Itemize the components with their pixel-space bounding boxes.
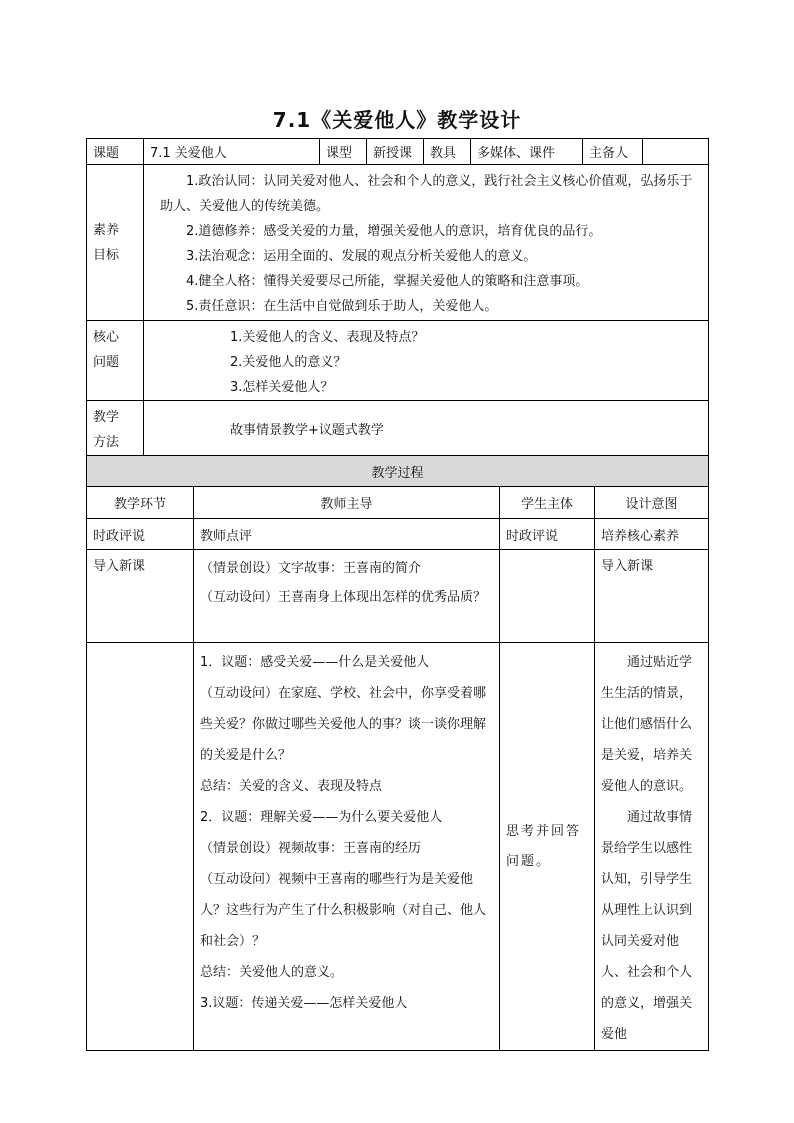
teacher-line: （互动设问）在家庭、学校、社会中，你享受着哪些关爱？你做过哪些关爱他人的事？谈一谈你理解的关爱是什么？ bbox=[200, 686, 487, 763]
teacher-cell bbox=[194, 550, 500, 643]
teacher-line: 总结：关爱他人的意义。 bbox=[200, 965, 344, 980]
intent-cell bbox=[595, 643, 709, 1051]
intent-paragraph: 通过故事情景给学生以感性认知，引导学生从理性上认识到认同关爱对他人、社会和个人的意义，增强关爱他 bbox=[601, 810, 693, 1042]
column-header: 设计意图 bbox=[595, 487, 709, 519]
type-label: 课型 bbox=[320, 139, 367, 165]
student-cell: 思考并回答问题。 bbox=[500, 643, 595, 1051]
teacher-line: （情景创设）文字故事：王喜南的简介 bbox=[200, 561, 422, 576]
teacher-cell bbox=[194, 643, 500, 1051]
prep-value bbox=[643, 139, 709, 165]
tools-value: 多媒体、课件 bbox=[471, 139, 583, 165]
table-cell: 培养核心素养 bbox=[595, 519, 709, 550]
topic-label: 课题 bbox=[87, 139, 144, 165]
literacy-content bbox=[144, 165, 709, 321]
column-header: 教师主导 bbox=[194, 487, 500, 519]
intent-cell: 导入新课 bbox=[595, 550, 709, 643]
table-cell: 时政评说 bbox=[500, 519, 595, 550]
lesson-plan-table bbox=[86, 138, 708, 1051]
table-cell: 时政评说 bbox=[87, 519, 194, 550]
core-item: 2.关爱他人的意义？ bbox=[230, 355, 347, 370]
info-table bbox=[86, 138, 709, 456]
literacy-label-1: 素养 bbox=[93, 222, 120, 238]
literacy-item: 3.法治观念：运用全面的、发展的观点分析关爱他人的意义。 bbox=[186, 249, 537, 264]
process-header: 教学过程 bbox=[87, 456, 709, 487]
teacher-line: 1．议题：感受关爱——什么是关爱他人 bbox=[200, 655, 430, 670]
tools-label: 教具 bbox=[424, 139, 471, 165]
core-item: 1.关爱他人的含义、表现及特点？ bbox=[230, 330, 425, 345]
literacy-label-2: 目标 bbox=[93, 247, 120, 263]
column-header: 学生主体 bbox=[500, 487, 595, 519]
core-item: 3.怎样关爱他人？ bbox=[230, 380, 334, 395]
topic-value: 7.1 关爱他人 bbox=[144, 139, 320, 165]
stage-cell bbox=[87, 643, 194, 1051]
prep-label: 主备人 bbox=[583, 139, 643, 165]
core-label-2: 问题 bbox=[93, 355, 120, 370]
method-label-1: 教学 bbox=[93, 410, 120, 425]
method-label-2: 方法 bbox=[93, 435, 120, 450]
literacy-label bbox=[87, 165, 144, 321]
teacher-line: 2．议题：理解关爱——为什么要关爱他人 bbox=[200, 810, 443, 825]
process-table bbox=[86, 455, 709, 1051]
teacher-line: （互动设问）王喜南身上体现出怎样的优秀品质？ bbox=[200, 590, 487, 605]
literacy-item: 2.道德修养：感受关爱的力量，增强关爱他人的意识，培育优良的品行。 bbox=[186, 224, 602, 239]
core-content bbox=[144, 321, 709, 401]
method-value: 故事情景教学+议题式教学 bbox=[144, 401, 709, 456]
teacher-line: （互动设问）视频中王喜南的哪些行为是关爱他人？这些行为产生了什么积极影响（对自己、他人和社会）？ bbox=[200, 872, 487, 949]
teacher-line: 总结：关爱的含义、表现及特点 bbox=[200, 779, 383, 794]
intent-paragraph: 通过贴近学生生活的情景，让他们感悟什么是关爱，培养关爱他人的意识。 bbox=[601, 655, 693, 794]
student-cell bbox=[500, 550, 595, 643]
table-cell: 教师点评 bbox=[194, 519, 500, 550]
literacy-item: 5.责任意识：在生活中自觉做到乐于助人，关爱他人。 bbox=[186, 299, 498, 314]
literacy-item: 4.健全人格：懂得关爱要尽己所能，掌握关爱他人的策略和注意事项。 bbox=[186, 274, 589, 289]
core-label-1: 核心 bbox=[93, 330, 120, 345]
page-title: 7.1《关爱他人》教学设计 bbox=[272, 108, 522, 132]
teacher-line: 3.议题：传递关爱——怎样关爱他人 bbox=[200, 996, 408, 1011]
stage-cell: 导入新课 bbox=[87, 550, 194, 643]
core-label bbox=[87, 321, 144, 401]
teacher-line: （情景创设）视频故事：王喜南的经历 bbox=[200, 841, 422, 856]
literacy-item: 1.政治认同：认同关爱对他人、社会和个人的意义，践行社会主义核心价值观，弘扬乐于助人、关爱他人的传统美德。 bbox=[160, 174, 693, 214]
column-header: 教学环节 bbox=[87, 487, 194, 519]
type-value: 新授课 bbox=[367, 139, 424, 165]
method-label bbox=[87, 401, 144, 456]
